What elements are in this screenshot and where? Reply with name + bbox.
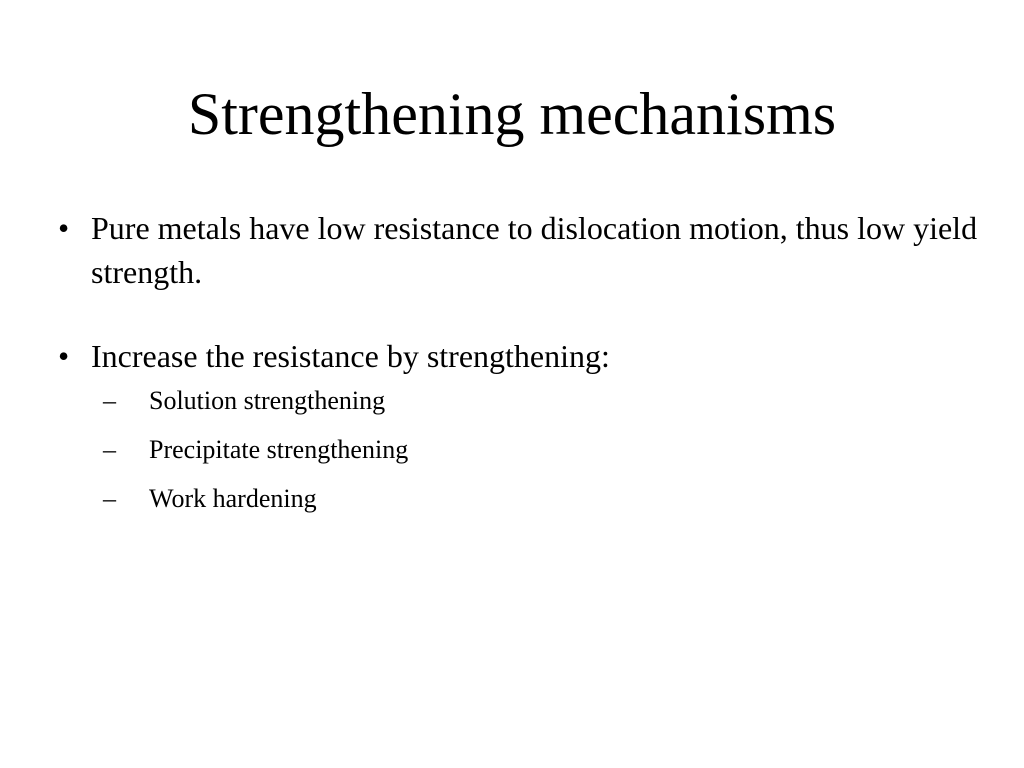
dash-icon: – — [103, 484, 116, 513]
bullet-text: Pure metals have low resistance to dislocation motion, thus low yield strength. — [91, 210, 978, 290]
slide-title: Strengthening mechanisms — [187, 81, 837, 147]
sub-bullet-item — [103, 480, 998, 517]
dash-icon: – — [103, 435, 116, 464]
bullet-text: Increase the resistance by strengthening: — [91, 338, 610, 374]
bullet-dot-icon: • — [58, 338, 70, 374]
sub-bullet-text: Work hardening — [149, 484, 317, 513]
sub-bullet-text: Precipitate strengthening — [149, 435, 409, 464]
sub-bullet-item — [103, 382, 998, 419]
sub-bullet-item — [103, 431, 998, 468]
sub-bullet-list — [91, 382, 998, 517]
bullet-item — [58, 334, 998, 517]
sub-bullet-text: Solution strengthening — [149, 386, 386, 415]
bullet-list — [58, 206, 998, 557]
bullet-item — [58, 206, 998, 294]
bullet-dot-icon: • — [58, 210, 70, 246]
dash-icon: – — [103, 386, 116, 415]
